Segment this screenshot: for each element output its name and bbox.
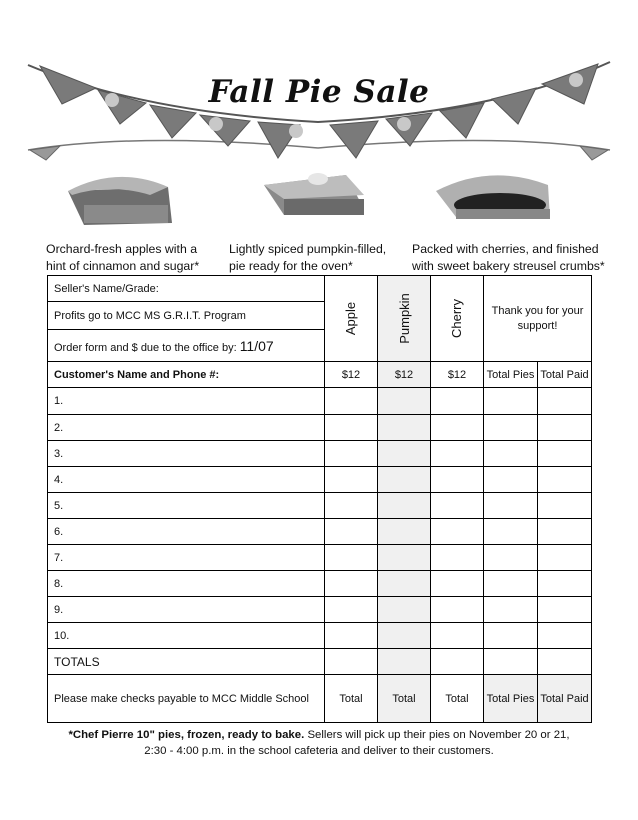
profits-note: Profits go to MCC MS G.R.I.T. Program — [48, 302, 325, 330]
pumpkin-price: $12 — [378, 362, 431, 388]
table-row[interactable]: 5. — [48, 493, 592, 519]
customer-header: Customer's Name and Phone #: — [48, 362, 325, 388]
table-row[interactable]: 8. — [48, 571, 592, 597]
due-date: 11/07 — [239, 337, 274, 354]
total-pies-header: Total Pies — [484, 362, 538, 388]
pumpkin-column-header: Pumpkin — [378, 276, 431, 362]
table-row[interactable]: 3. — [48, 441, 592, 467]
due-date-note: Order form and $ due to the office by: 11/07 — [48, 330, 325, 362]
apple-total[interactable]: Total — [325, 675, 378, 723]
total-paid-header: Total Paid — [538, 362, 592, 388]
totals-row[interactable]: TOTALS — [48, 649, 592, 675]
apple-description: Orchard-fresh apples with a hint of cinnamon and sugar* — [46, 242, 200, 273]
apple-column-header: Apple — [325, 276, 378, 362]
seller-name-field[interactable]: Seller's Name/Grade: — [48, 276, 325, 302]
table-row[interactable]: 7. — [48, 545, 592, 571]
cherry-total[interactable]: Total — [431, 675, 484, 723]
pumpkin-total[interactable]: Total — [378, 675, 431, 723]
thank-you-note: Thank you for your support! — [484, 276, 592, 362]
cherry-price: $12 — [431, 362, 484, 388]
pumpkin-pie-image — [264, 173, 364, 215]
table-row[interactable]: 6. — [48, 519, 592, 545]
table-row[interactable]: 10. — [48, 623, 592, 649]
table-row[interactable]: 9. — [48, 597, 592, 623]
checks-note: Please make checks payable to MCC Middle School — [48, 675, 325, 723]
apple-price: $12 — [325, 362, 378, 388]
cherry-column-header: Cherry — [431, 276, 484, 362]
cherry-description: Packed with cherries, and finished with sweet bakery streusel crumbs* — [412, 242, 605, 273]
page-title: Fall Pie Sale — [208, 74, 430, 110]
total-pies-summary[interactable]: Total Pies — [484, 675, 538, 723]
order-form-table — [47, 275, 592, 723]
pumpkin-description: Lightly spiced pumpkin-filled, pie ready for the oven* — [229, 242, 387, 273]
table-row[interactable]: 1. — [48, 388, 592, 415]
table-row[interactable]: 2. — [48, 415, 592, 441]
footer-note: *Chef Pierre 10" pies, frozen, ready to bake. Sellers will pick up their pies on November 20 or 21, 2:30 - 4:00 p.m. in the school cafeteria and deliver to their customers. — [68, 729, 570, 757]
apple-pie-image — [68, 177, 172, 225]
total-paid-summary[interactable]: Total Paid — [538, 675, 592, 723]
pie-illustrations — [0, 165, 638, 235]
table-row[interactable]: 4. — [48, 467, 592, 493]
payment-row[interactable] — [48, 675, 592, 723]
cherry-pie-image — [436, 175, 550, 219]
